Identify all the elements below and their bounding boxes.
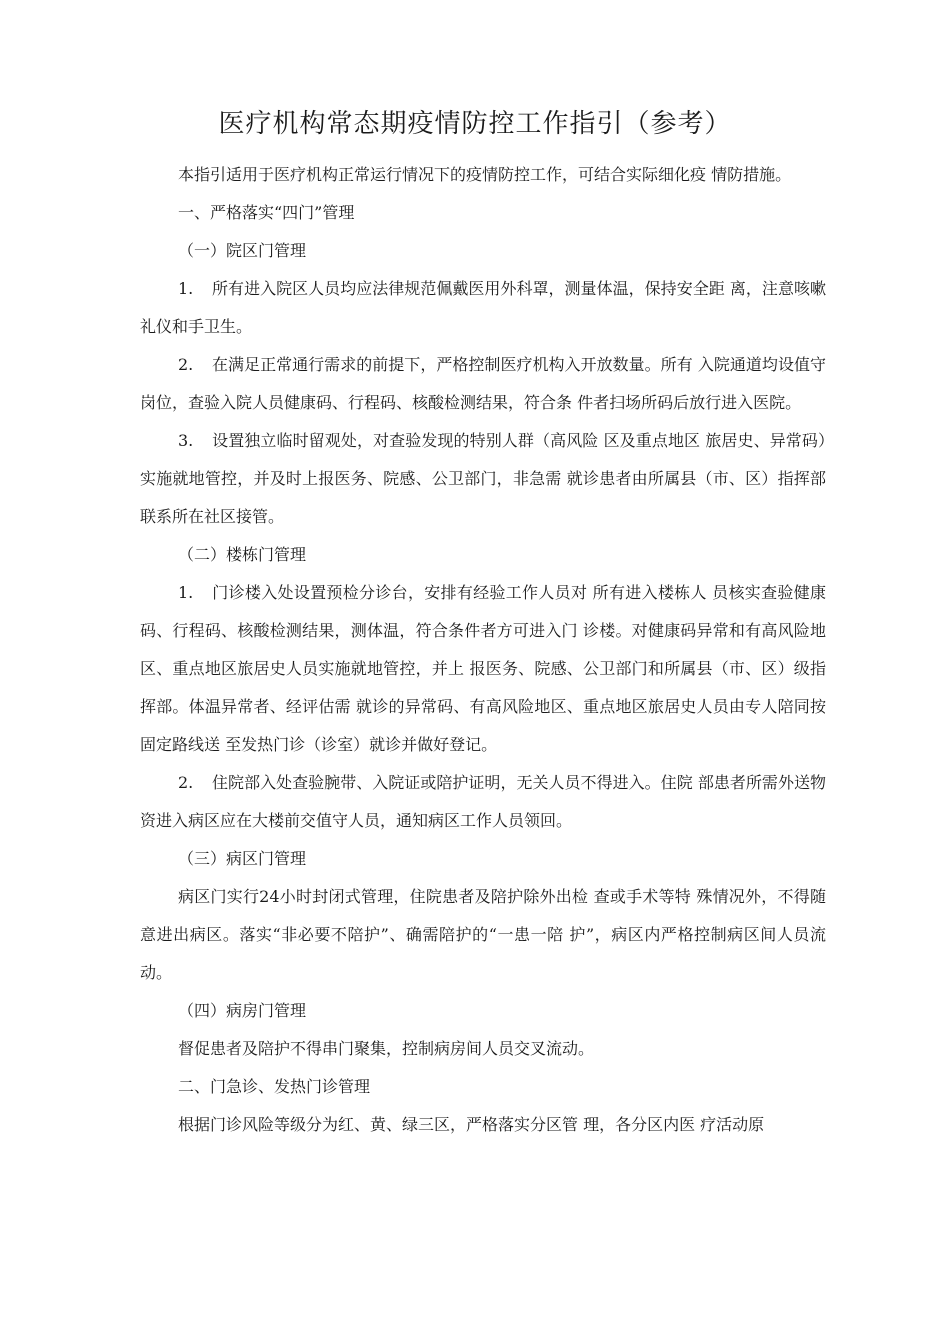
document-body: [140, 156, 826, 1144]
item-text: 设置独立临时留观处，对查验发现的特别人群（高风险 区及重点地区 旅居史、异常码）实施就地管控，并及时上报医务、院感、公卫部门，非急需 就诊患者由所属县（市、区）指挥部联系所在社区接管。: [140, 431, 826, 526]
section1-sub1-heading: （一）院区门管理: [178, 241, 307, 260]
intro-paragraph: 本指引适用于医疗机构正常运行情况下的疫情防控工作，可结合实际细化疫 情防措施。: [178, 165, 792, 184]
list-item: [140, 346, 826, 422]
list-item: [140, 422, 826, 536]
item-number: 1.: [178, 583, 194, 602]
section1-sub2-heading: （二）楼栋门管理: [178, 545, 307, 564]
item-text: 所有进入院区人员均应法律规范佩戴医用外科罩，测量体温，保持安全距 离，注意咳嗽礼仪和手卫生。: [140, 279, 826, 336]
item-text: 在满足正常通行需求的前提下，严格控制医疗机构入开放数量。所有 入院通道均设值守岗位，查验入院人员健康码、行程码、核酸检测结果，符合条 件者扫场所码后放行进入医院。: [140, 355, 826, 412]
item-number: 2.: [178, 773, 194, 792]
list-item: [140, 574, 826, 764]
section2-paragraph: 根据门诊风险等级分为红、黄、绿三区，严格落实分区管 理，各分区内医 疗活动原: [178, 1115, 765, 1134]
sub4-paragraph: 督促患者及陪护不得串门聚集，控制病房间人员交叉流动。: [178, 1039, 595, 1058]
section1-heading: 一、严格落实“四门”管理: [178, 203, 355, 222]
section2-heading: 二、门急诊、发热门诊管理: [178, 1077, 371, 1096]
section1-sub3-heading: （三）病区门管理: [178, 849, 307, 868]
item-number: 1.: [178, 279, 194, 298]
item-text: 门诊楼入处设置预检分诊台，安排有经验工作人员对 所有进入楼栋人 员核实查验健康码、行程码、核酸检测结果，测体温，符合条件者方可进入门 诊楼。对健康码异常和有高风险地区、重点地区旅居史人员实施就地管控，并上 报医务、院感、公卫部门和所属县（市、区）级指挥部。体温异常者、经评估需 就诊的异常码、有高风险地区、重点地区旅居史人员由专人陪同按固定路线送 至发热门诊（诊室）就诊并做好登记。: [140, 583, 826, 754]
item-text: 住院部入处查验腕带、入院证或陪护证明，无关人员不得进入。住院 部患者所需外送物资进入病区应在大楼前交值守人员，通知病区工作人员领回。: [140, 773, 826, 830]
list-item: [140, 764, 826, 840]
section1-sub4-heading: （四）病房门管理: [178, 1001, 307, 1020]
list-item: [140, 270, 826, 346]
item-number: 2.: [178, 355, 194, 374]
document-title: 医疗机构常态期疫情防控工作指引（参考）: [218, 109, 732, 139]
sub3-paragraph: 病区门实行24小时封闭式管理，住院患者及陪护除外出检 查或手术等特 殊情况外，不得随意进出病区。落实“非必要不陪护”、确需陪护的“一患一陪 护”，病区内严格控制病区间人员流动。: [140, 887, 826, 982]
item-number: 3.: [178, 431, 194, 450]
